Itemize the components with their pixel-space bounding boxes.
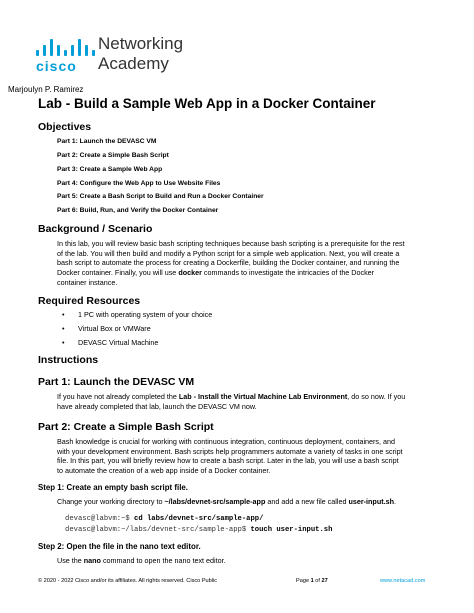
page-total: 27 <box>321 578 328 584</box>
background-line: container instance. <box>57 277 118 287</box>
code-line-1 <box>65 515 263 523</box>
part1-line <box>57 392 442 402</box>
background-line <box>57 268 442 278</box>
footer-copyright: © 2020 - 2022 Cisco and/or its affiliates. All rights reserved. Cisco Public <box>38 578 218 584</box>
bullet-icon: • <box>62 324 65 333</box>
part1-text: If you have not already completed the <box>57 392 179 401</box>
part1-line: have already completed that lab, launch the DEVASC VM now. <box>57 401 257 411</box>
brand-academy: Academy <box>98 54 169 73</box>
part2-line: to automate the creation of a web app inside of a Docker container. <box>57 466 271 476</box>
shell-command: cd labs/devnet-src/sample-app/ <box>134 515 264 523</box>
part2-line: file. In this part, you will briefly review how to create a bash script. Later in the lab, you will use a bash script <box>57 456 399 466</box>
part1-text: , do so now. If you <box>347 392 406 401</box>
page-of: of <box>313 578 322 584</box>
part1-heading: Part 1: Launch the DEVASC VM <box>38 376 195 388</box>
brand-networking: Networking <box>98 34 184 53</box>
page-current: 1 <box>310 578 314 584</box>
objective-part-3: Part 3: Create a Sample Web App <box>57 166 163 173</box>
directory-path: ~/labs/devnet-src/sample-app <box>164 497 266 506</box>
objective-part-4: Part 4: Configure the Web App to Use Website Files <box>57 180 221 187</box>
author-name: Marjoulyn P. Ramirez <box>8 85 84 94</box>
cisco-wordmark: cisco <box>36 58 77 74</box>
page-label: Page <box>296 578 311 584</box>
step1-text <box>57 497 442 507</box>
shell-command: touch user-input.sh <box>250 526 333 534</box>
document-title: Lab - Build a Sample Web App in a Docker Container <box>38 96 376 111</box>
background-paragraph <box>57 239 442 288</box>
resource-item: Virtual Box or VMWare <box>78 324 151 333</box>
part2-paragraph <box>57 437 442 476</box>
resources-heading: Required Resources <box>38 295 141 307</box>
part1-paragraph <box>57 392 442 411</box>
nano-keyword: nano <box>83 556 101 565</box>
bullet-icon: • <box>62 310 65 319</box>
step2-text <box>57 556 442 566</box>
part2-line: Bash knowledge is crucial for working with continuous integration, continuous deployment, containers, and <box>57 437 396 446</box>
part2-line: with your development environment. Bash scripts help programmers automate a variety of tasks in one script <box>57 446 403 456</box>
part2-heading: Part 2: Create a Simple Bash Script <box>38 421 214 433</box>
resource-item: 1 PC with operating system of your choice <box>78 310 213 319</box>
cisco-networking-academy-logo <box>36 34 196 74</box>
resource-item: DEVASC Virtual Machine <box>78 338 159 347</box>
step2-heading: Step 2: Open the file in the nano text editor. <box>38 542 201 551</box>
footer-website-link[interactable]: www.netacad.com <box>380 578 426 584</box>
cisco-bars-icon <box>36 36 96 56</box>
objective-part-2: Part 2: Create a Simple Bash Script <box>57 152 169 159</box>
background-line: of the lab. You will then build and modify a Python script for a simple web application. Next, you will create a <box>57 248 400 258</box>
background-heading: Background / Scenario <box>38 223 153 235</box>
background-line: In this lab, you will review basic bash scripting techniques because bash scripting is a prerequisite for the rest <box>57 239 405 248</box>
objective-part-1: Part 1: Launch the DEVASC VM <box>57 138 157 145</box>
shell-prompt: devasc@labvm:~$ <box>65 515 135 523</box>
background-text: commands to investigate the intricacies of the Docker <box>201 268 375 278</box>
background-line: bash script to automate the process for creating a Dockerfile, building the Docker container, and running the <box>57 258 400 268</box>
footer-page-number <box>296 578 328 584</box>
step1-text-part: Change your working directory to <box>57 497 165 506</box>
objective-part-5: Part 5: Create a Bash Script to Build and Run a Docker Container <box>57 193 264 200</box>
objective-part-6: Part 6: Build, Run, and Verify the Docker Container <box>57 207 219 214</box>
bullet-icon: • <box>62 338 65 347</box>
instructions-heading: Instructions <box>38 354 99 366</box>
step1-heading: Step 1: Create an empty bash script file. <box>38 483 188 492</box>
objectives-heading: Objectives <box>38 121 92 133</box>
step1-text-part: and add a new file called <box>265 497 349 506</box>
step2-text-part: Use the <box>57 556 84 565</box>
step1-text-part: . <box>394 497 396 506</box>
lab-reference: Lab - Install the Virtual Machine Lab Environment <box>178 392 348 401</box>
shell-prompt: devasc@labvm:~/labs/devnet-src/sample-app$ <box>65 526 251 534</box>
step2-text-part: command to open the nano text editor. <box>100 556 226 565</box>
docker-keyword: docker <box>178 268 202 278</box>
file-name: user-input.sh <box>348 497 394 506</box>
code-line-2 <box>65 526 332 534</box>
background-text: Docker container. Finally, you will use <box>57 268 179 278</box>
